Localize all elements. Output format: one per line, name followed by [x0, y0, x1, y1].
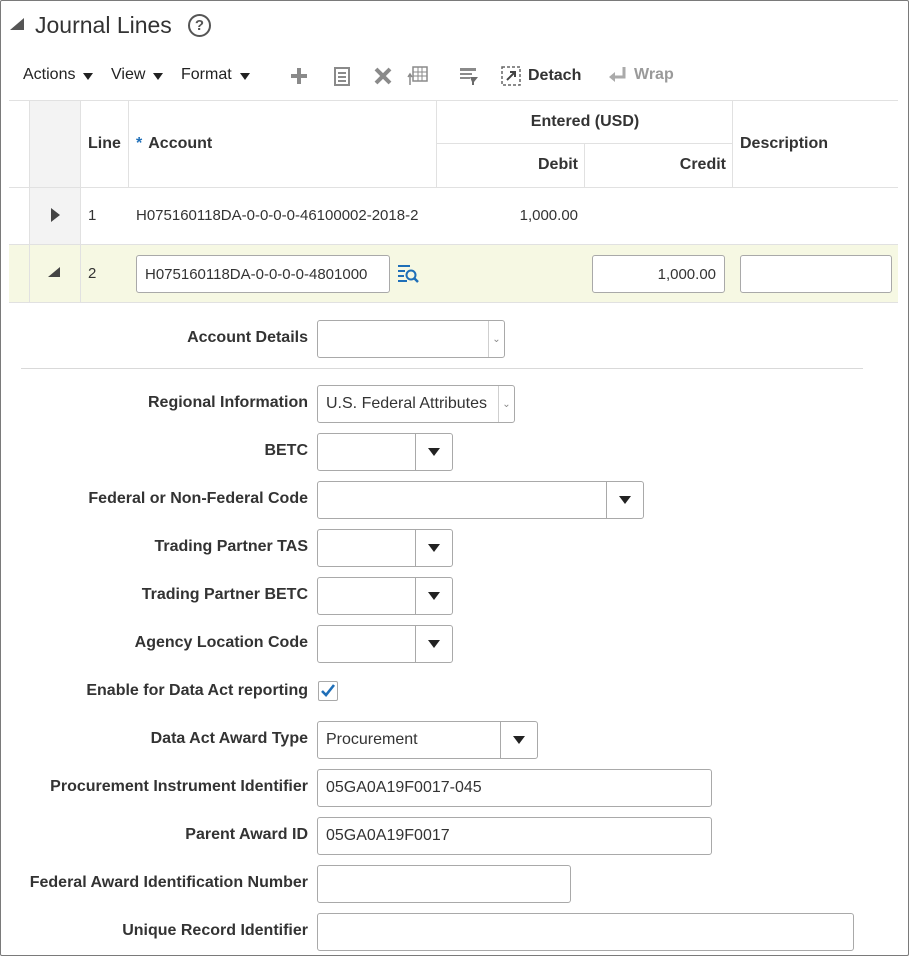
parent-award-input[interactable]: 05GA0A19F0017: [317, 817, 712, 855]
trading-tas-label: Trading Partner TAS: [154, 538, 308, 555]
detach-icon: [500, 65, 522, 87]
trading-betc-select[interactable]: [317, 577, 453, 615]
trading-tas-dropdown-button[interactable]: [415, 530, 452, 566]
piid-input[interactable]: 05GA0A19F0017-045: [317, 769, 712, 807]
dropdown-arrow-icon: [619, 496, 631, 504]
column-header-debit[interactable]: Debit: [538, 156, 578, 173]
wrap-icon: [606, 65, 628, 85]
wrap-label: Wrap: [634, 66, 674, 83]
award-type-label: Data Act Award Type: [150, 730, 308, 747]
regional-info-value: U.S. Federal Attributes: [326, 395, 487, 412]
dropdown-arrow-icon: [428, 640, 440, 648]
column-header-line[interactable]: Line: [88, 135, 121, 152]
chevron-down-icon: ⌄: [488, 321, 504, 357]
actions-menu-label: Actions: [23, 66, 76, 83]
row-2-description-input[interactable]: [740, 255, 892, 293]
data-act-checkbox[interactable]: [318, 681, 338, 701]
query-by-example-icon[interactable]: [457, 64, 481, 88]
detach-button[interactable]: [500, 65, 581, 87]
detach-label: Detach: [528, 67, 582, 84]
toolbar: [0, 62, 909, 92]
row-2-account-input[interactable]: H075160118DA-0-0-0-0-4801000: [136, 255, 390, 293]
betc-select[interactable]: [317, 433, 453, 471]
divider: [21, 368, 863, 369]
column-header-entered: Entered (USD): [530, 113, 640, 130]
expand-row-icon[interactable]: [51, 208, 60, 222]
section-title: Journal Lines: [35, 12, 172, 38]
required-indicator: *: [136, 135, 143, 152]
row-2-line: 2: [88, 265, 97, 282]
data-act-label: Enable for Data Act reporting: [86, 682, 308, 699]
fain-label: Federal Award Identification Number: [29, 874, 308, 891]
row-1-line: 1: [88, 207, 97, 224]
view-menu[interactable]: [111, 66, 163, 84]
edit-row-icon[interactable]: [330, 64, 354, 88]
award-type-value: Procurement: [326, 731, 418, 748]
trading-betc-label: Trading Partner BETC: [141, 586, 308, 603]
account-details-select[interactable]: [317, 320, 505, 358]
collapse-section-icon[interactable]: [10, 18, 24, 30]
dropdown-arrow-icon: [513, 736, 525, 744]
trading-tas-select[interactable]: [317, 529, 453, 567]
chevron-down-icon: [240, 73, 250, 80]
piid-label: Procurement Instrument Identifier: [50, 778, 308, 795]
row-1-debit: 1,000.00: [519, 207, 578, 224]
regional-info-select[interactable]: [317, 385, 515, 423]
wrap-button[interactable]: [606, 65, 674, 85]
actions-menu[interactable]: [23, 66, 93, 84]
parent-award-label: Parent Award ID: [185, 826, 308, 843]
dropdown-arrow-icon: [428, 592, 440, 600]
federal-code-dropdown-button[interactable]: [606, 482, 643, 518]
regional-info-label: Regional Information: [148, 394, 308, 411]
format-menu[interactable]: [181, 66, 250, 84]
duplicate-row-icon[interactable]: [406, 64, 430, 88]
dropdown-arrow-icon: [428, 448, 440, 456]
column-header-credit[interactable]: Credit: [679, 156, 726, 173]
format-menu-label: Format: [181, 66, 232, 83]
agency-code-select[interactable]: [317, 625, 453, 663]
trading-betc-dropdown-button[interactable]: [415, 578, 452, 614]
chevron-down-icon: [153, 73, 163, 80]
uri-label: Unique Record Identifier: [122, 922, 308, 939]
view-menu-label: View: [111, 66, 146, 83]
add-row-icon[interactable]: [287, 64, 311, 88]
award-type-dropdown-button[interactable]: [500, 722, 537, 758]
chevron-down-icon: ⌄: [498, 386, 514, 422]
row-1-account: H075160118DA-0-0-0-0-46100002-2018-2: [136, 207, 419, 224]
account-details-label: Account Details: [187, 329, 308, 346]
column-header-account-label: Account: [148, 135, 213, 152]
collapse-row-icon[interactable]: [48, 267, 60, 277]
column-header-description[interactable]: Description: [740, 135, 829, 152]
column-header-account[interactable]: [136, 135, 212, 153]
uri-input[interactable]: [317, 913, 854, 951]
betc-dropdown-button[interactable]: [415, 434, 452, 470]
checkmark-icon: [318, 681, 338, 701]
chevron-down-icon: [83, 73, 93, 80]
award-type-select[interactable]: [317, 721, 538, 759]
agency-code-label: Agency Location Code: [134, 634, 308, 651]
federal-code-select[interactable]: [317, 481, 644, 519]
federal-code-label: Federal or Non-Federal Code: [88, 490, 308, 507]
account-search-icon[interactable]: [397, 263, 419, 285]
help-icon[interactable]: ?: [188, 14, 211, 37]
fain-input[interactable]: [317, 865, 571, 903]
dropdown-arrow-icon: [428, 544, 440, 552]
delete-row-icon[interactable]: [371, 64, 395, 88]
agency-code-dropdown-button[interactable]: [415, 626, 452, 662]
betc-label: BETC: [264, 442, 308, 459]
row-2-credit-input[interactable]: 1,000.00: [592, 255, 725, 293]
